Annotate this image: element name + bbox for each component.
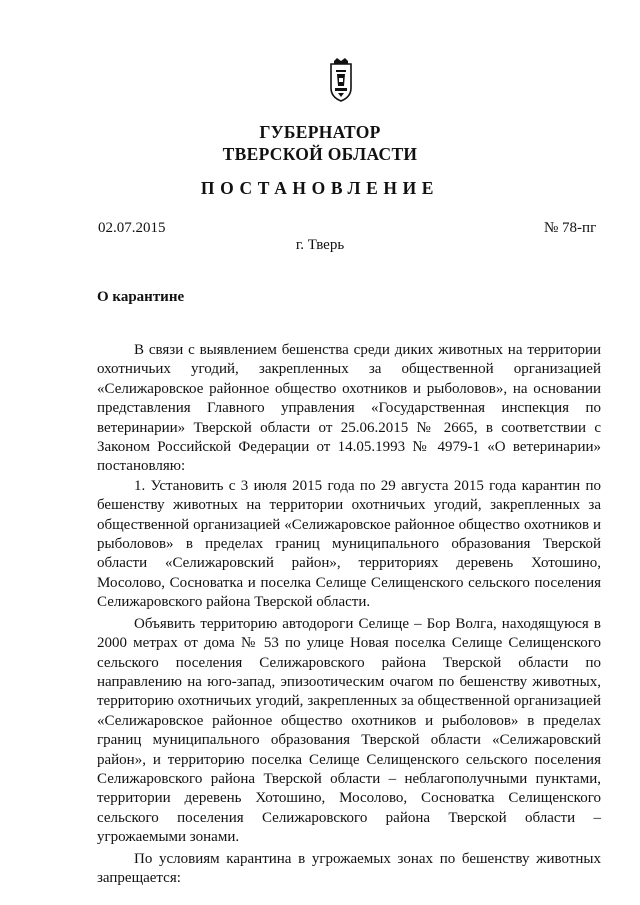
document-city: г. Тверь [295, 237, 345, 253]
document-number: № 78-пг [544, 220, 597, 236]
paragraph-prohibitions: По условиям карантина в угрожаемых зонах по бешенству животных запрещается: [97, 850, 601, 886]
document-date: 02.07.2015 [98, 220, 166, 236]
paragraph-declare-zones: Объявить территорию автодороги Селище – Бор Волга, находящуюся в 2000 метрах от дома № 53 по улице Новая поселка Селище Селищенского сельского поселения Селижаровского района Тверской области по направлению на юго-запад, эпизоотическим очагом по бешенству животных, территорию охотничьих угодий, закрепленных за общественной организацией «Селижаровское районное общество охотников и рыболовов» в пределах границ муниципального образования Тверской области «Селижаровский район», и территорию поселка Селище Селищенского сельского поселения Селижаровского района Тверской области – неблагополучными пунктами, территории деревень Хотошино, Мосолово, Сосноватка Селищенского сельского поселения Селижаровского района Тверской области – угрожаемыми зонами. [97, 615, 601, 846]
document-body [97, 341, 601, 888]
document-subject: О карантине [97, 289, 185, 305]
coat-of-arms-icon [329, 58, 353, 102]
document-type: ПОСТАНОВЛЕНИЕ [200, 178, 440, 198]
issuer-title: ГУБЕРНАТОР [259, 122, 381, 142]
paragraph-item-1: 1. Установить с 3 июля 2015 года по 29 августа 2015 года карантин по бешенству животных на территории охотничьих угодий, закрепленных за общественной организацией «Селижаровское районное общество охотников и рыболовов» в пределах границ муниципального образования Тверской области «Селижаровский район», территориях деревень Хотошино, Мосолово, Сосноватка и поселка Селище Селищенского сельского поселения Селижаровского района Тверской области. [97, 477, 601, 611]
issuer-region: ТВЕРСКОЙ ОБЛАСТИ [222, 144, 418, 164]
paragraph-preamble: В связи с выявлением бешенства среди диких животных на территории охотничьих угодий, закрепленных за общественной организацией «Селижаровское районное общество охотников и рыболовов», на основании представления Главного управления «Государственная инспекция по ветеринарии» Тверской области от 25.06.2015 № 2665, в соответствии с Законом Российской Федерации от 14.05.1993 № 4979-1 «О ветеринарии» постановляю: [97, 342, 601, 475]
